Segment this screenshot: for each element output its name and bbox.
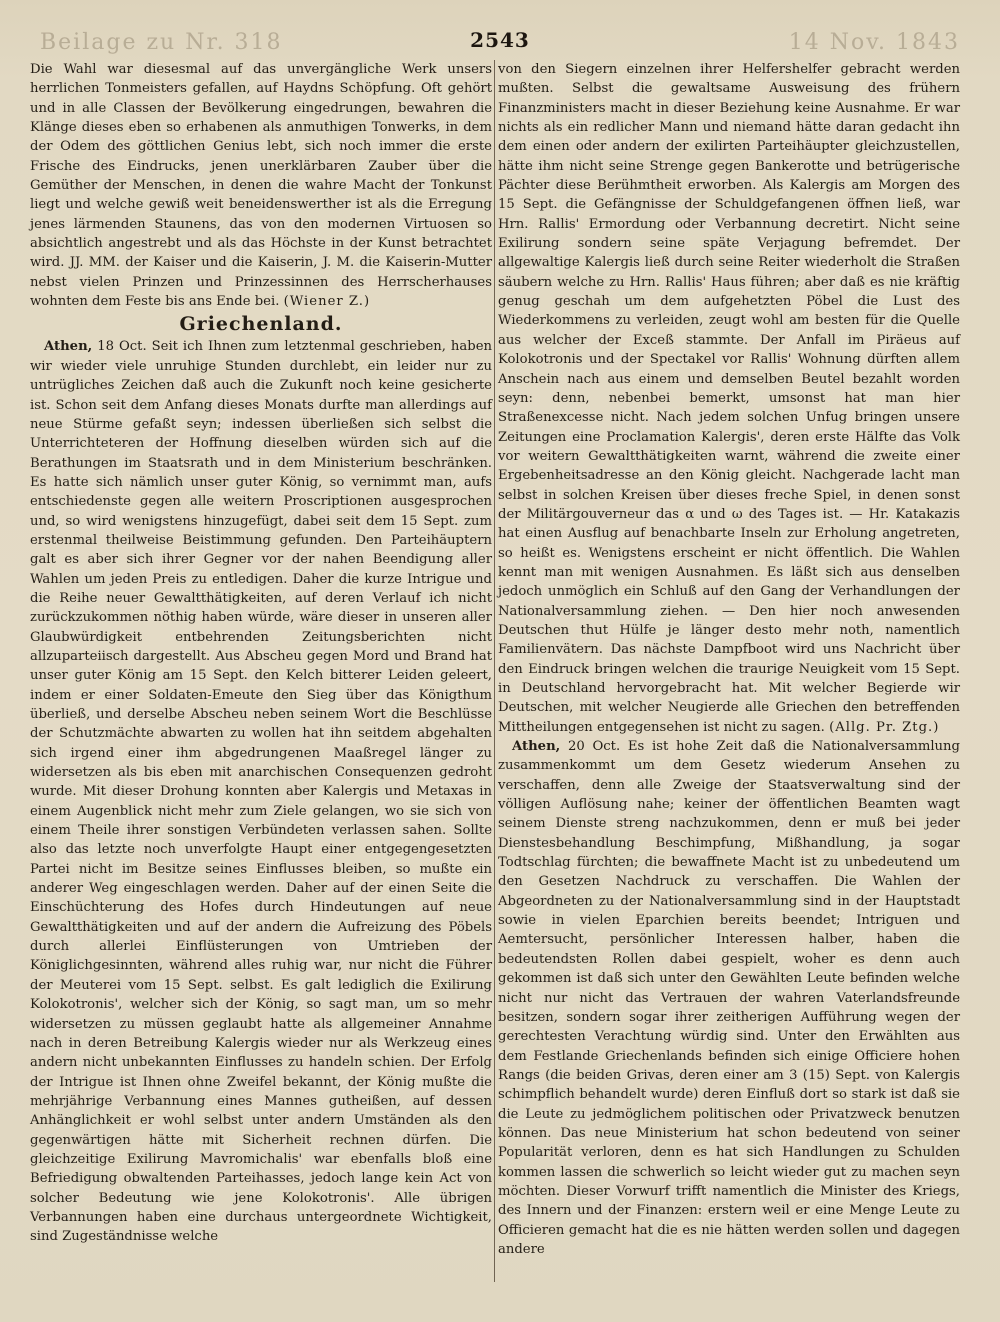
vienna-source: (Wiener Z.)	[283, 294, 371, 310]
bleed-through-text-right: 14 Nov. 1843	[788, 30, 960, 55]
athens-report-2	[498, 737, 960, 1259]
athens-report-1	[30, 337, 492, 1246]
athens-report-2-text: 20 Oct. Es ist hohe Zeit daß die Nationalversammlung zusammenkommt um dem Gesetz wiederum Ansehen zu verschaffen, denn alle Zweige der Staatsverwaltung sind der völligen Auflösung nahe; keiner der öffentlichen Beamten wagt seinem Dienste streng nachzukommen, denn er muß bei jeder Dienstesbehandlung Beschimpfung, Mißhandlung, ja sogar Todtschlag fürchten; die bewaffnete Macht ist zu unbedeutend um den Gesetzen Nachdruck zu verschaffen. Die Wahlen der Abgeordneten zu der Nationalversammlung sind in der Hauptstadt sowie in vielen Eparchien bereits beendet; Intriguen und Aemtersucht, persönlicher Interessen halber, haben die bedeutendsten Rollen dabei gespielt, woher es denn auch gekommen ist daß sich unter den Gewählten Leute befinden welche nicht nur nicht das Vertrauen der wahren Vaterlandsfreunde besitzen, sondern sogar ihrer zeitherigen Aufführung wegen der gerechtesten Verachtung würdig sind. Unter den Erwählten aus dem Festlande Griechenlands befinden sich einige Officiere hohen Rangs (die beiden Grivas, deren einer am 3 (15) Sept. von Kalergis schimpflich behandelt wurde) deren Einfluß dort so stark ist daß sie die Leute zu jedmöglichem politischen oder Privatzweck benutzen können. Das neue Ministerium hat schon bedeutend von seiner Popularität verloren, denn es hat sich Handlungen zu Schulden kommen lassen die schwerlich so leicht wieder gut zu machen seyn möchten. Dieser Vorwurf trifft namentlich die Minister des Kriegs, des Innern und der Finanzen: erstern weil er eine Menge Leute zu Officieren gemacht hat die es nie hätten werden sollen und dagegen andere	[498, 739, 960, 1257]
section-title-greece: Griechenland.	[179, 313, 343, 336]
column-divider	[494, 60, 495, 1282]
left-column	[30, 60, 492, 1247]
athens-report-1-text: 18 Oct. Seit ich Ihnen zum letztenmal geschrieben, haben wir wieder viele unruhige Stunden durchlebt, ein leider nur zu untrügliches Zeichen daß auch die Zukunft noch keine gesicherte ist. Schon seit dem Anfang dieses Monats durfte man allerdings auf neue Stürme gefaßt seyn; indessen überließen sich selbst die Unterrichteteren der Hoffnung dieselben würden sich auf die Berathungen im Staatsrath und in dem Ministerium beschränken. Es hatte sich nämlich unser guter König, so vernimmt man, aufs entschiedenste gegen alle weitern Proscriptionen ausgesprochen und, so wird wenigstens hinzugefügt, dabei seit dem 15 Sept. zum erstenmal theilweise Beistimmung gefunden. Den Parteihäuptern galt es aber sich ihrer Gegner vor der nahen Beendigung aller Wahlen um jeden Preis zu entledigen. Daher die kurze Intrigue und die Reihe neuer Gewaltthätigkeiten, auf deren Verlauf ich nicht zurückzukommen nöthig haben würde, wäre dieser in unseren aller Glaubwürdigkeit entbehrenden Zeitungsberichten nicht allzuparteiisch dargestellt. Aus Abscheu gegen Mord und Brand hat unser guter König am 15 Sept. den Kelch bitterer Leiden geleert, indem er einer Soldaten-Emeute den Sieg über das Königthum überließ, und derselbe Abscheu neben seinem Wort die Beschlüsse der Schutzmächte abwarten zu wollen hat ihn seitdem abgehalten sich irgend einer ihm abgedrungenen Maaßregel länger zu widersetzen als bis eben mit anarchischen Consequenzen gedroht wurde. Mit dieser Drohung konnten aber Kalergis und Metaxas in einem Augenblick nicht mehr zum Ziele gelangen, wo sie sich von einem Theile ihrer sonstigen Verbündeten verlassen sahen. Sollte also das letzte noch unverfolgte Haupt einer entgegengesetzten Partei nicht im Besitze seines Einflusses bleiben, so mußte ein anderer Weg eingeschlagen werden. Daher auf der einen Seite die Einschüchterung des Hofes durch Hindeutungen auf neue Gewaltthätigkeiten und auf der andern die Aufreizung des Pöbels durch allerlei Einflüsterungen von Umtrieben der Königlichgesinnten, während alles ruhig war, nur nicht die Führer der Meuterei vom 15 Sept. selbst. Es galt lediglich die Exilirung Kolokotronis', welcher sich der König, so sagt man, um so mehr widersetzen zu müssen geglaubt hatte als allgemeiner Annahme nach in deren Betreibung Kalergis wieder nur als Werkzeug eines andern nicht unbekannten Einflusses zu handeln schien. Der Erfolg der Intrigue ist Ihnen ohne Zweifel bekannt, der König mußte die mehrjährige Verbannung eines Mannes gutheißen, auf dessen Anhänglichkeit er wohl selbst unter andern Umständen als den gegenwärtigen hätte mit Sicherheit rechnen dürfen. Die gleichzeitige Exilirung Mavromichalis' war ebenfalls bloß eine Befriedigung obwaltenden Parteihasses, jedoch lange kein Act von solcher Bedeutung wie jene Kolokotronis'. Alle übrigen Verbannungen haben eine durchaus untergeordnete Wichtigkeit, sind Zugeständnisse welche	[30, 339, 492, 1245]
vienna-report-text: Die Wahl war diesesmal auf das unvergängliche Werk unsers herrlichen Tonmeisters gefallen, auf Haydns Schöpfung. Oft gehört und in alle Classen der Bevölkerung eingedrungen, bewahren die Klänge dieses eben so erhabenen als anmuthigen Tonwerks, in dem der Odem des göttlichen Genius lebt, sich noch immer die erste Frische des Eindrucks, jenen unerklärbaren Zauber über die Gemüther der Menschen, in denen die wahre Macht der Tonkunst liegt und welche gewiß weit beneidenswerther ist als die Erregung jenes lärmenden Staunens, das von den modernen Virtuosen so absichtlich angestrebt und als das Höchste in der Kunst betrachtet wird. JJ. MM. der Kaiser und die Kaiserin, J. M. die Kaiserin-Mutter nebst vielen Prinzen und Prinzessinnen des Herrscherhauses wohnten dem Feste bis ans Ende bei.	[30, 62, 492, 310]
athens-report-1-continued	[498, 60, 960, 737]
athens-report-1-cont-text: von den Siegern einzelnen ihrer Helfershelfer gebracht werden mußten. Selbst die gewaltsame Ausweisung des frühern Finanzministers macht in dieser Beziehung keine Ausnahme. Er war nichts als ein redlicher Mann und niemand hätte daran gedacht ihn dem einen oder andern der exilirten Parteihäupter gleichzustellen, hätte ihm nicht seine Strenge gegen Bankerotte und betrügerische Pächter diese Berühmtheit erworben. Als Kalergis am Morgen des 15 Sept. die Gefängnisse der Schuldgefangenen öffnen ließ, war Hrn. Rallis' Ermordung oder Verbannung decretirt. Nicht seine Exilirung sondern seine späte Verjagung befremdet. Der allgewaltige Kalergis ließ durch seine Reiter wiederholt die Straßen säubern welche zu Hrn. Rallis' Haus führen; aber daß es nie kräftig genug geschah um dem aufgehetzten Pöbel die Lust des Wiederkommens zu verleiden, zeugt wohl am besten für die Quelle aus welcher der Exceß stammte. Der Anfall im Piräeus auf Kolokotronis und der Spectakel vor Rallis' Wohnung dürften allem Anschein nach aus einem und demselben Beutel bezahlt worden seyn: denn, nebenbei bemerkt, umsonst hat man hier Straßenexcesse nicht. Nach jedem solchen Unfug bringen unsere Zeitungen eine Proclamation Kalergis', deren erste Hälfte das Volk vor weitern Gewaltthätigkeiten warnt, während die zweite einer Ergebenheitsadresse an den König gleicht. Nachgerade lacht man selbst in solchen Kreisen über dieses freche Spiel, in denen sonst der Militärgouverneur das α und ω des Tages ist. — Hr. Katakazis hat einen Ausflug auf benachbarte Inseln zur Erholung angetreten, so heißt es. Wenigstens erscheint er nicht öffentlich. Die Wahlen kennt man mit wenigen Ausnahmen. Es läßt sich aus denselben jedoch unmöglich ein Schluß auf den Gang der Verhandlungen der Nationalversammlung ziehen. — Den hier noch anwesenden Deutschen thut Hülfe je länger desto mehr noth, namentlich Familienvätern. Das nächste Dampfboot wird uns Nachricht über den Eindruck bringen welchen die traurige Neuigkeit vom 15 Sept. in Deutschland hervorgebracht hat. Mit welcher Begierde wir Deutschen, mit welcher Neugierde alle Griechen den betreffenden Mittheilungen entgegensehen ist nicht zu sagen.	[498, 62, 960, 735]
right-column	[498, 60, 960, 1259]
vienna-report-paragraph	[30, 60, 492, 311]
page-header	[0, 28, 1000, 56]
page-number: 2543	[470, 28, 530, 52]
athens-report-1-source: (Allg. Pr. Ztg.)	[829, 719, 940, 735]
dateline-place: Athen,	[512, 739, 561, 755]
dateline-place: Athen,	[44, 339, 93, 355]
bleed-through-text-left: Beilage zu Nr. 318	[40, 30, 283, 55]
